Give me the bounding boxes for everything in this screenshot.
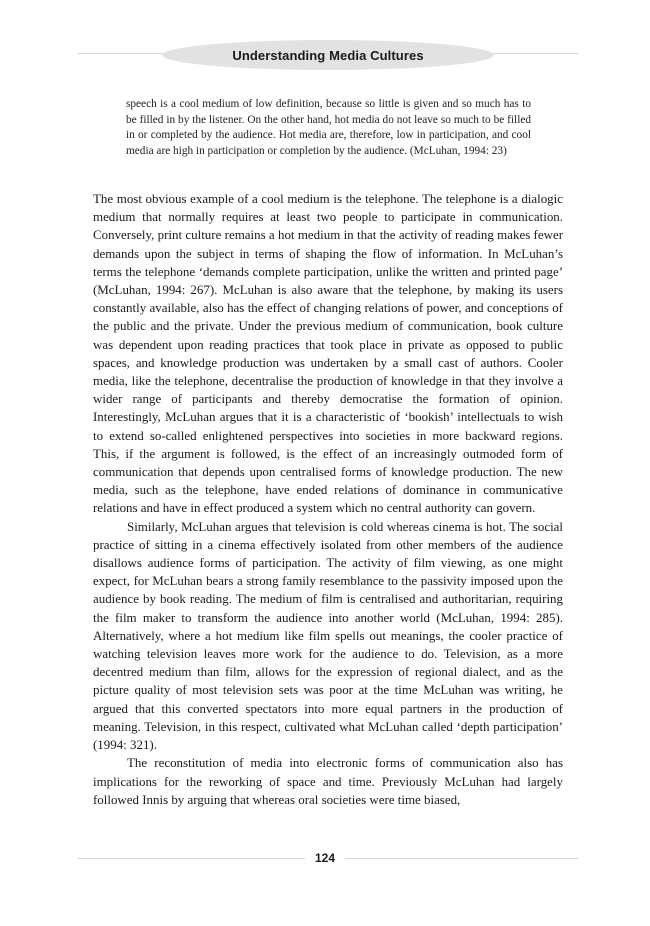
paragraph-3: The reconstitution of media into electronic forms of communication also has implications for the reworking of space and time. Previously McLuhan had largely followed Innis by arguing that whereas oral societies were time biased, — [93, 755, 563, 807]
body-text — [93, 190, 563, 809]
paragraph-1: The most obvious example of a cool medium is the telephone. The telephone is a dialogic medium that normally requires at least two people to participate in communication. Conversely, print culture remains a hot medium in that the activity of reading makes fewer demands upon the subject in terms of shaping the flow of information. In McLuhan’s terms the telephone ‘demands complete participation, unlike the written and printed page’ (McLuhan, 1994: 267). McLuhan is also aware that the telephone, by making its users constantly available, also has the effect of changing relations of power, and conceptions of the public and the private. Under the previous medium of communication, book culture was dependent upon reading practices that took place in private as opposed to public spaces, and knowledge production was undertaken by a small cast of authors. Cooler media, like the telephone, decentralise the production of knowledge in that they involve a wider range of participants and thereby democratise the formation of opinion. Interestingly, McLuhan argues that it is a characteristic of ‘bookish’ intellectuals to wish to extend so-called enlightened perspectives into societies in more backward regions. This, if the argument is followed, is the effect of an increasingly outmoded form of communication that depends upon centralised forms of knowledge production. The new media, such as the telephone, have ended relations of dominance in communicative relations and have in effect produced a system which no central authority can govern. — [93, 191, 563, 516]
running-header-title: Understanding Media Cultures — [232, 47, 424, 63]
block-quote: speech is a cool medium of low definition, because so little is given and so much has to be filled in by the listener. On the other hand, hot media do not leave so much to be filled in or completed by the audience. Hot media are, therefore, low in participation, and cool media are high in participation or completion by the audience. (McLuhan, 1994: 23) — [126, 98, 531, 157]
page-number: 124 — [305, 850, 345, 866]
running-header — [162, 40, 494, 70]
paragraph-2: Similarly, McLuhan argues that television is cold whereas cinema is hot. The social practice of sitting in a cinema effectively isolated from other members of the audience disallows audience forms of participation. The activity of film viewing, as one might expect, for McLuhan bears a strong family resemblance to the passivity imposed upon the audience by book reading. The medium of film is centralised and authoritarian, requiring the film maker to transform the audience into another world (McLuhan, 1994: 285). Alternatively, where a hot medium like film spells out meanings, the cooler practice of watching television leaves more work for the audience to do. Television, as a more decentred medium than film, allows for the expression of regional dialect, and as the picture quality of most television sets was poor at the time McLuhan was writing, he argued that this converted spectators into more equal partners in the production of meaning. Television, in this respect, cultivated what McLuhan called ‘depth participation’ (1994: 321). — [93, 518, 563, 753]
